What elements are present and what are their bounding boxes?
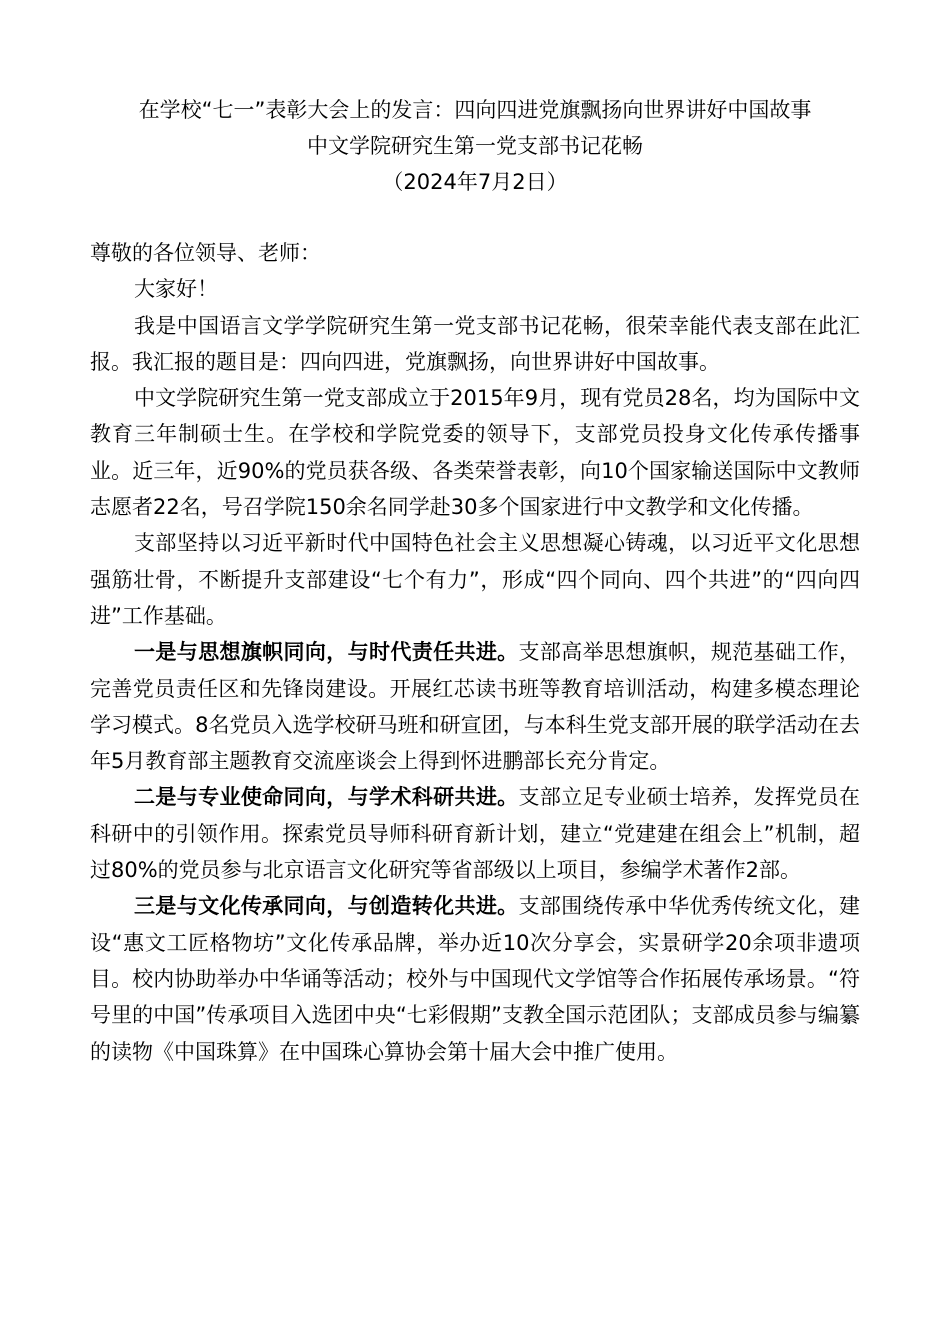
paragraph-lead: 三是与文化传承同向，与创造转化共进。	[134, 894, 519, 919]
paragraph-text: 我是中国语言文学学院研究生第一党支部书记花畅，很荣幸能代表支部在此汇报。我汇报的题目是：四向四进，党旗飘扬，向世界讲好中国故事。	[90, 313, 860, 374]
paragraph-text: 支部围绕传承中华优秀传统文化，建设“惠文工匠格物坊”文化传承品牌，举办近10次分享会，实景研学20余项非遗项目。校内协助举办中华诵等活动；校外与中国现代文学馆等合作拓展传承场景。“符号里的中国”传承项目入选团中央“七彩假期”支教全国示范团队；支部成员参与编纂的读物《中国珠算》在中国珠心算协会第十届大会中推广使用。	[90, 894, 861, 1064]
paragraph-point-two	[90, 779, 860, 888]
greeting: 大家好！	[134, 277, 218, 302]
document-body	[90, 235, 860, 1070]
paragraph-text: 支部立足专业硕士培养，发挥党员在科研中的引领作用。探索党员导师科研育新计划，建立“党建建在组会上”机制，超过80%的党员参与北京语言文化研究等省部级以上项目，参编学术著作2部。	[90, 785, 861, 883]
paragraph-point-one	[90, 634, 860, 779]
salutation: 尊敬的各位领导、老师：	[90, 241, 321, 265]
paragraph-point-three	[90, 888, 860, 1069]
paragraph-text: 中文学院研究生第一党支部成立于2015年9月，现有党员28名，均为国际中文教育三年制硕士生。在学校和学院党委的领导下，支部党员投身文化传承传播事业。近三年，近90%的党员获各级、各类荣誉表彰，向10个国家输送国际中文教师志愿者22名，号召学院150余名同学赴30多个国家进行中文教学和文化传播。	[90, 386, 860, 520]
paragraph-text: 支部高举思想旗帜，规范基础工作，完善党员责任区和先锋岗建设。开展红芯读书班等教育培训活动，构建多模态理论学习模式。8名党员入选学校研马班和研宣团，与本科生党支部开展的联学活动在去年5月教育部主题教育交流座谈会上得到怀进鹏部长充分肯定。	[90, 640, 861, 774]
document-title: 在学校“七一”表彰大会上的发言：四向四进党旗飘扬向世界讲好中国故事	[138, 98, 812, 122]
paragraph-introduction	[90, 308, 860, 381]
document-page	[90, 92, 860, 1070]
paragraph-branch-overview	[90, 380, 860, 525]
paragraph-lead: 一是与思想旗帜同向，与时代责任共进。	[134, 640, 519, 665]
paragraph-lead: 二是与专业使命同向，与学术科研共进。	[134, 785, 519, 810]
document-header	[90, 92, 860, 200]
paragraph-text: 支部坚持以习近平新时代中国特色社会主义思想凝心铸魂，以习近平文化思想强筋壮骨，不断提升支部建设“七个有力”，形成“四个同向、四个共进”的“四向四进”工作基础。	[90, 531, 860, 628]
date-line: （2024年7月2日）	[382, 170, 568, 194]
speaker-line: 中文学院研究生第一党支部书记花畅	[307, 134, 643, 158]
paragraph-guiding-principle	[90, 525, 860, 634]
